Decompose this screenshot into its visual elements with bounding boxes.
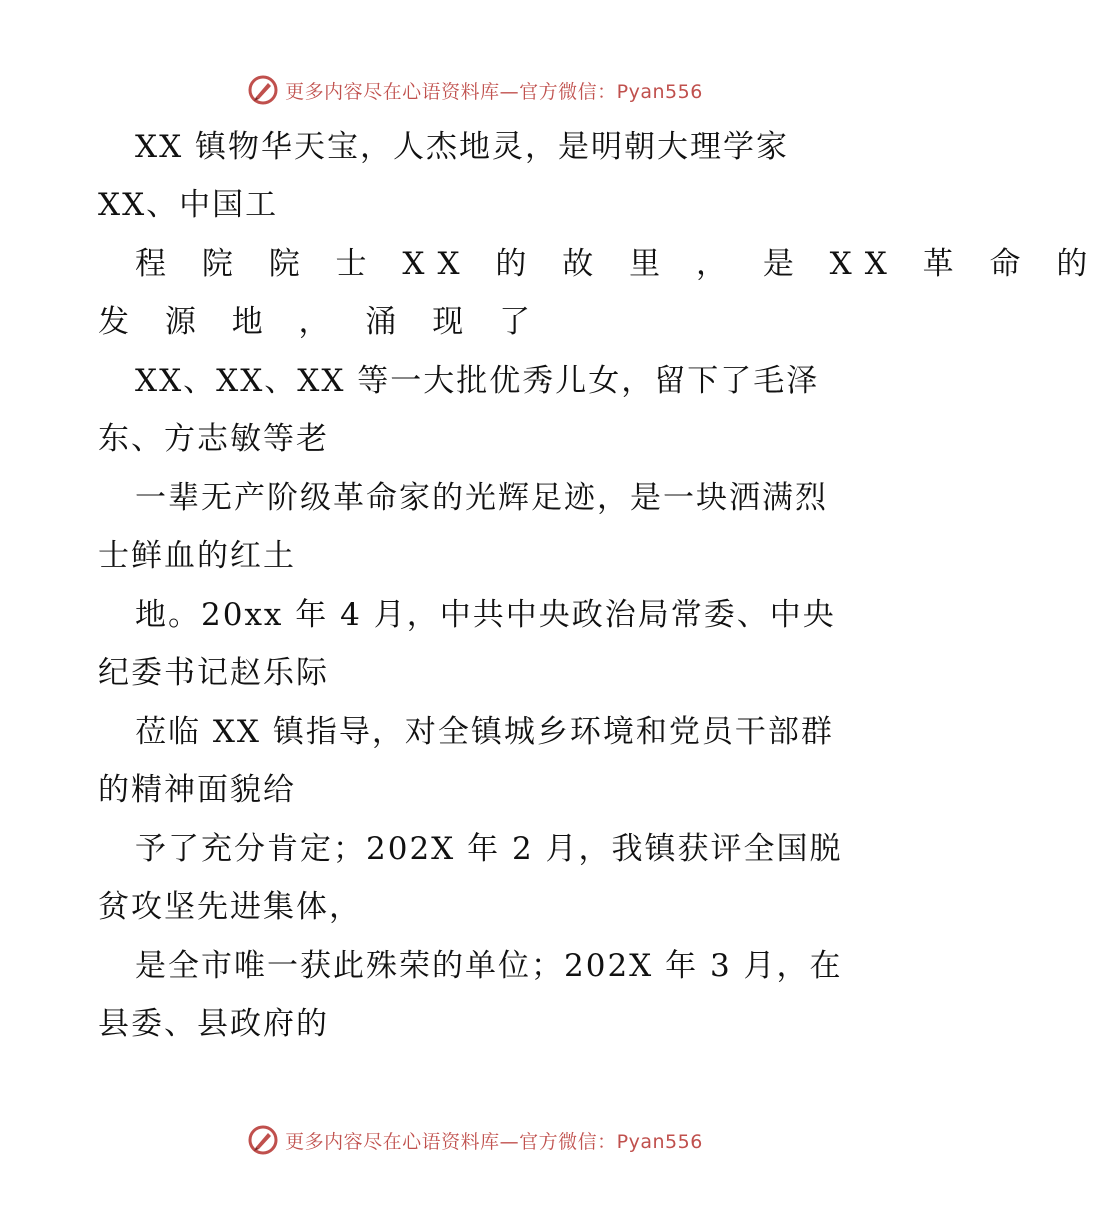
body-line-12: 的精神面貌给: [98, 772, 296, 808]
header-banner-text: 更多内容尽在心语资料库—官方微信：Pyan556: [285, 80, 703, 103]
pen-logo-icon: [247, 1124, 279, 1156]
header-banner: [0, 70, 950, 110]
footer-banner-text: 更多内容尽在心语资料库—官方微信：Pyan556: [285, 1130, 703, 1153]
body-line-7: 一辈无产阶级革命家的光辉足迹，是一块洒满烈: [135, 480, 828, 516]
body-line-6: 东、方志敏等老: [98, 421, 329, 457]
body-line-10: 纪委书记赵乐际: [98, 655, 329, 691]
body-line-1: XX 镇物华天宝，人杰地灵，是明朝大理学家: [135, 129, 789, 165]
body-line-3: 程 院 院 士 XX 的 故 里 ， 是 XX 革 命 的: [135, 246, 1100, 282]
body-line-13: 予了充分肯定；202X 年 2 月，我镇获评全国脱: [135, 831, 843, 867]
body-line-2: XX、中国工: [98, 187, 279, 223]
body-line-5: XX、XX、XX 等一大批优秀儿女，留下了毛泽: [135, 363, 820, 399]
body-line-16: 县委、县政府的: [98, 1006, 329, 1042]
body-line-11: 莅临 XX 镇指导，对全镇城乡环境和党员干部群: [135, 714, 834, 750]
pen-logo-icon: [247, 74, 279, 106]
body-line-9: 地。20xx 年 4 月，中共中央政治局常委、中央: [135, 597, 836, 633]
body-line-4: 发 源 地 ， 涌 现 了: [98, 304, 544, 340]
footer-banner: [0, 1120, 950, 1160]
body-line-14: 贫攻坚先进集体，: [98, 889, 362, 925]
body-line-8: 士鲜血的红土: [98, 538, 296, 574]
body-line-15: 是全市唯一获此殊荣的单位；202X 年 3 月，在: [135, 948, 843, 984]
